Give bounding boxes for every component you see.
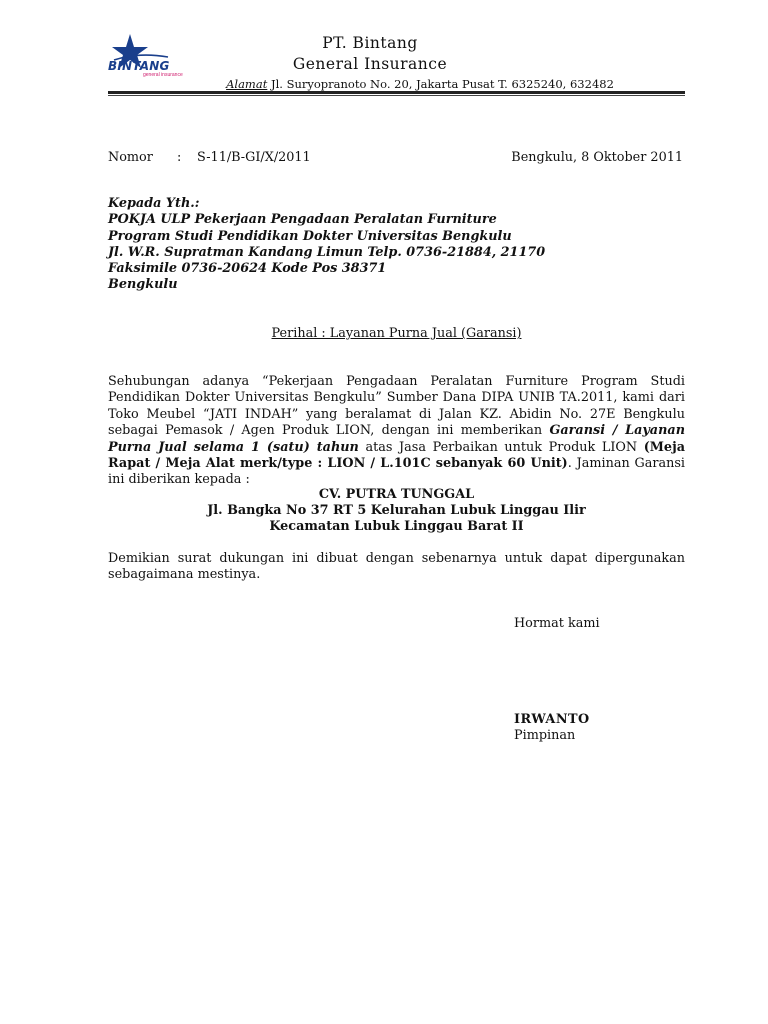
signatory-name: IRWANTO bbox=[514, 712, 590, 727]
subject-line: Perihal : Layanan Purna Jual (Garansi) bbox=[271, 326, 522, 341]
company-subtitle: General Insurance bbox=[292, 55, 448, 73]
beneficiary-address-1: Jl. Bangka No 37 RT 5 Kelurahan Lubuk Linggau Ilir bbox=[207, 503, 586, 518]
closing-salutation: Hormat kami bbox=[514, 616, 600, 631]
p1-product-spec: (Meja Rapat / Meja Alat merk/type : LION / L.101C sebanyak 60 Unit) bbox=[108, 439, 685, 472]
recipient-line-2: POKJA ULP Pekerjaan Pengadaan Peralatan Furniture bbox=[108, 212, 497, 227]
recipient-line-1: Kepada Yth.: bbox=[108, 196, 200, 211]
logo-wordmark: BINTANG bbox=[108, 59, 170, 73]
place-date: Bengkulu, 8 Oktober 2011 bbox=[511, 150, 683, 165]
body-paragraph-1 bbox=[108, 374, 685, 489]
company-name: PT. Bintang bbox=[322, 34, 418, 52]
p1-warranty-terms: Garansi / Layanan Purna Jual selama 1 (satu) tahun bbox=[108, 423, 685, 455]
header-rule-thin bbox=[108, 95, 685, 96]
nomor-label: Nomor bbox=[108, 150, 153, 165]
beneficiary-name: CV. PUTRA TUNGGAL bbox=[318, 487, 475, 502]
recipient-line-3: Program Studi Pendidikan Dokter Universitas Bengkulu bbox=[108, 229, 512, 244]
body-paragraph-2: Demikian surat dukungan ini dibuat dengan sebenarnya untuk dapat dipergunakan sebagaimana mestinya. bbox=[108, 551, 685, 583]
beneficiary-address-2: Kecamatan Lubuk Linggau Barat II bbox=[269, 519, 524, 534]
recipient-line-4: Jl. W.R. Supratman Kandang Limun Telp. 0736-21884, 21170 bbox=[108, 245, 546, 260]
recipient-line-5: Faksimile 0736-20624 Kode Pos 38371 bbox=[108, 261, 387, 276]
address-label: Alamat bbox=[226, 77, 268, 91]
nomor-separator: : bbox=[177, 150, 182, 165]
p1-part-2: atas Jasa Perbaikan untuk Produk LION bbox=[358, 439, 644, 455]
p1-part-1: Sehubungan adanya “Pekerjaan Pengadaan Peralatan Furniture Program Studi Pendidikan Dokter Universitas Bengkulu” Sumber Dana DIPA UNIB TA.2011, kami dari Toko Meubel “JATI INDAH” yang beralamat di Jalan KZ. Abidin No. 27E Bengkulu sebagai Pemasok / Agen Produk LION, dengan ini memberikan bbox=[108, 374, 685, 439]
address-text: Jl. Suryopranoto No. 20, Jakarta Pusat T. 6325240, 632482 bbox=[270, 77, 614, 91]
nomor-value: S-11/B-GI/X/2011 bbox=[197, 150, 311, 165]
signatory-title: Pimpinan bbox=[514, 728, 576, 743]
header-rule-thick bbox=[108, 91, 685, 94]
p1-part-3: . Jaminan Garansi ini diberikan kepada : bbox=[108, 456, 685, 488]
recipient-line-6: Bengkulu bbox=[108, 277, 178, 292]
company-address bbox=[200, 77, 640, 91]
logo-subtext: general insurance bbox=[143, 72, 183, 78]
